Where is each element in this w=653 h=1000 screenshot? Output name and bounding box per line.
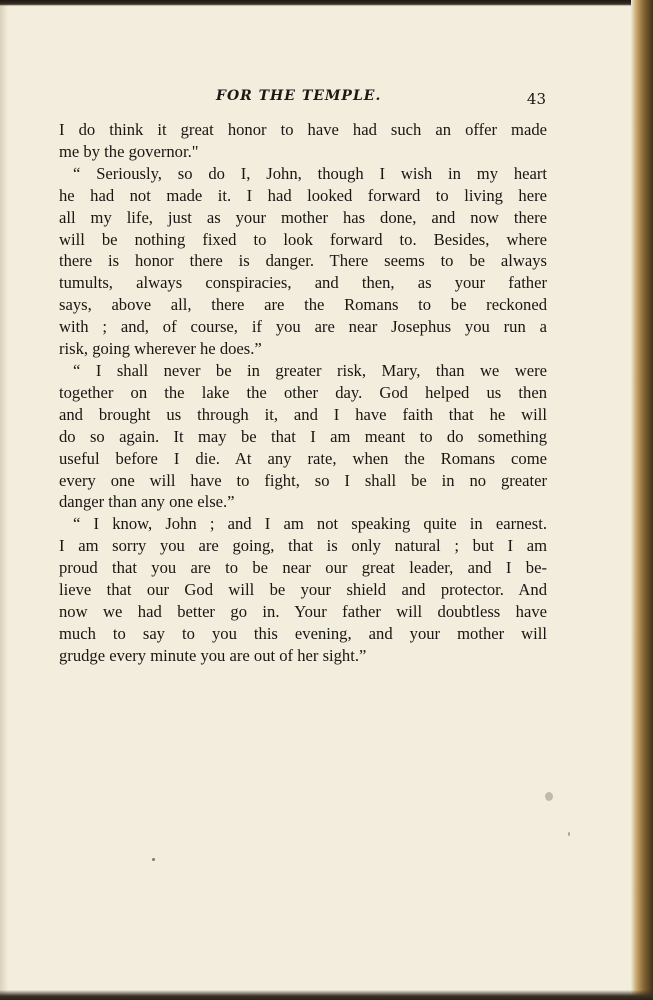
text-line: every one will have to fight, so I shall be in no greater <box>59 470 547 490</box>
text-line: risk, going wherever he does.” <box>59 339 262 359</box>
paper-speck <box>545 792 553 801</box>
text-line: with ; and, of course, if you are near Josephus you run a <box>59 317 547 337</box>
text-line: useful before I die. At any rate, when the Romans come <box>59 448 547 468</box>
text-line: grudge every minute you are out of her sight.” <box>59 645 367 665</box>
text-line: says, above all, there are the Romans to be reckoned <box>59 295 547 315</box>
text-line: there is honor there is danger. There seems to be always <box>59 251 547 271</box>
running-head: FOR THE TEMPLE. <box>216 88 382 104</box>
page-header <box>60 88 546 114</box>
text-line: he had not made it. I had looked forward to living here <box>59 185 547 205</box>
text-line: much to say to you this evening, and your mother will <box>59 623 547 643</box>
text-line: I do think it great honor to have had such an offer made <box>59 120 547 139</box>
text-line: “ I know, John ; and I am not speaking quite in earnest. <box>73 514 547 534</box>
text-line: “ I shall never be in greater risk, Mary, than we were <box>73 360 547 380</box>
page-binding-edge <box>631 0 653 1000</box>
text-line: “ Seriously, so do I, John, though I wish in my heart <box>73 163 547 183</box>
body-text <box>59 119 547 667</box>
text-line: danger than any one else.” <box>59 492 235 512</box>
text-line: together on the lake the other day. God helped us then <box>59 382 547 402</box>
page-top-edge <box>0 0 653 6</box>
text-line: will be nothing fixed to look forward to. Besides, where <box>59 229 547 249</box>
paper-speck <box>568 832 570 836</box>
page-left-shadow <box>0 0 8 1000</box>
page-bottom-edge <box>0 990 653 1000</box>
text-line: and brought us through it, and I have faith that he will <box>59 404 547 424</box>
text-line: now we had better go in. Your father will doubtless have <box>59 601 547 621</box>
text-line: tumults, always conspiracies, and then, as your father <box>59 273 547 293</box>
text-line: lieve that our God will be your shield and protector. And <box>59 580 547 600</box>
text-line: do so again. It may be that I am meant to do something <box>59 426 547 446</box>
text-line: me by the governor." <box>59 141 199 161</box>
text-line: I am sorry you are going, that is only natural ; but I am <box>59 536 547 556</box>
text-line: all my life, just as your mother has done, and now there <box>59 207 547 227</box>
page-number: 43 <box>526 90 546 108</box>
text-line: proud that you are to be near our great leader, and I be- <box>59 558 547 578</box>
paper-speck <box>152 858 155 861</box>
